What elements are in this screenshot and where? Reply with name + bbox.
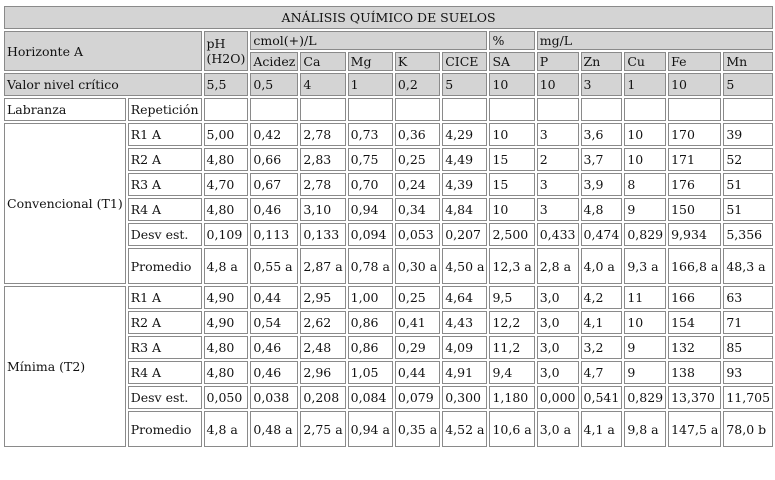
- repetition-label: Desv est.: [128, 223, 202, 246]
- data-cell: 0,829: [624, 223, 666, 246]
- data-cell: 85: [723, 336, 773, 359]
- repeticion-header: Repetición: [128, 98, 202, 121]
- data-cell: 10: [624, 123, 666, 146]
- data-cell: 15: [489, 173, 534, 196]
- data-cell: 2: [537, 148, 579, 171]
- data-cell: 0,94 a: [348, 411, 393, 447]
- column-header: SA: [489, 52, 534, 71]
- data-cell: 0,67: [250, 173, 298, 196]
- data-cell: 4,29: [442, 123, 487, 146]
- repetition-label: R2 A: [128, 311, 202, 334]
- data-cell: 1,180: [489, 386, 534, 409]
- data-cell: 0,48 a: [250, 411, 298, 447]
- data-cell: 2,75 a: [300, 411, 345, 447]
- data-cell: 0,084: [348, 386, 393, 409]
- data-cell: 0,133: [300, 223, 345, 246]
- data-cell: 3: [537, 173, 579, 196]
- data-cell: 0,46: [250, 198, 298, 221]
- data-cell: 10: [624, 148, 666, 171]
- data-cell: 0,73: [348, 123, 393, 146]
- data-cell: 9,4: [489, 361, 534, 384]
- data-cell: 170: [668, 123, 721, 146]
- column-header: CICE: [442, 52, 487, 71]
- data-cell: 10,6 a: [489, 411, 534, 447]
- table-row: [4, 123, 773, 146]
- data-cell: 4,8 a: [204, 248, 249, 284]
- data-cell: 2,8 a: [537, 248, 579, 284]
- data-cell: 3,9: [581, 173, 623, 196]
- data-cell: 0,300: [442, 386, 487, 409]
- data-cell: 78,0 b: [723, 411, 773, 447]
- column-header: Acidez: [250, 52, 298, 71]
- data-cell: 11,2: [489, 336, 534, 359]
- data-cell: 4,84: [442, 198, 487, 221]
- data-cell: 4,1 a: [581, 411, 623, 447]
- column-header: Zn: [581, 52, 623, 71]
- data-cell: 9: [624, 361, 666, 384]
- data-cell: 4,49: [442, 148, 487, 171]
- column-header: Ca: [300, 52, 345, 71]
- data-cell: 4,39: [442, 173, 487, 196]
- data-cell: 3,2: [581, 336, 623, 359]
- data-cell: 3,0: [537, 361, 579, 384]
- repetition-label: Promedio: [128, 248, 202, 284]
- critical-value: 1: [624, 73, 666, 96]
- data-cell: 3: [537, 198, 579, 221]
- labranza-group-label: Convencional (T1): [4, 123, 126, 284]
- column-header: Fe: [668, 52, 721, 71]
- data-cell: 9,5: [489, 286, 534, 309]
- data-cell: 0,86: [348, 336, 393, 359]
- data-cell: 176: [668, 173, 721, 196]
- repetition-label: R3 A: [128, 336, 202, 359]
- data-cell: 48,3 a: [723, 248, 773, 284]
- data-cell: 4,52 a: [442, 411, 487, 447]
- data-cell: 0,46: [250, 336, 298, 359]
- data-cell: 0,36: [395, 123, 440, 146]
- column-header: P: [537, 52, 579, 71]
- data-cell: 4,90: [204, 311, 249, 334]
- column-header: K: [395, 52, 440, 71]
- data-cell: 2,95: [300, 286, 345, 309]
- data-cell: 0,94: [348, 198, 393, 221]
- data-cell: 52: [723, 148, 773, 171]
- critical-value: 1: [348, 73, 393, 96]
- data-cell: 0,000: [537, 386, 579, 409]
- critical-value: 10: [668, 73, 721, 96]
- data-cell: 39: [723, 123, 773, 146]
- data-cell: 0,433: [537, 223, 579, 246]
- critical-value: 4: [300, 73, 345, 96]
- data-cell: 0,25: [395, 148, 440, 171]
- repetition-label: R3 A: [128, 173, 202, 196]
- data-cell: 3,6: [581, 123, 623, 146]
- data-cell: 0,113: [250, 223, 298, 246]
- repetition-label: R4 A: [128, 198, 202, 221]
- data-cell: 0,474: [581, 223, 623, 246]
- data-cell: 10: [489, 123, 534, 146]
- data-cell: 4,0 a: [581, 248, 623, 284]
- data-cell: 4,8: [581, 198, 623, 221]
- critical-value: 5,5: [204, 73, 249, 96]
- data-cell: 0,54: [250, 311, 298, 334]
- data-cell: 0,46: [250, 361, 298, 384]
- data-cell: 9,3 a: [624, 248, 666, 284]
- data-cell: 166,8 a: [668, 248, 721, 284]
- data-cell: 93: [723, 361, 773, 384]
- data-cell: 4,43: [442, 311, 487, 334]
- data-cell: 10: [624, 311, 666, 334]
- data-cell: 4,7: [581, 361, 623, 384]
- data-cell: 71: [723, 311, 773, 334]
- critical-value: 0,2: [395, 73, 440, 96]
- data-cell: 0,55 a: [250, 248, 298, 284]
- ph-header: pH (H2O): [204, 31, 249, 71]
- data-cell: 3,0: [537, 311, 579, 334]
- critical-value: 5: [723, 73, 773, 96]
- critical-value: 10: [489, 73, 534, 96]
- data-cell: 0,70: [348, 173, 393, 196]
- data-cell: 154: [668, 311, 721, 334]
- data-cell: 4,1: [581, 311, 623, 334]
- data-cell: 2,78: [300, 173, 345, 196]
- pct-group-header: %: [489, 31, 534, 50]
- data-cell: 1,05: [348, 361, 393, 384]
- table-row: [4, 286, 773, 309]
- data-cell: 2,62: [300, 311, 345, 334]
- data-cell: 9,8 a: [624, 411, 666, 447]
- data-cell: 2,96: [300, 361, 345, 384]
- data-cell: 9: [624, 198, 666, 221]
- data-cell: 150: [668, 198, 721, 221]
- table-title: ANÁLISIS QUÍMICO DE SUELOS: [4, 6, 773, 29]
- data-cell: 0,050: [204, 386, 249, 409]
- data-cell: 0,42: [250, 123, 298, 146]
- data-cell: 0,541: [581, 386, 623, 409]
- data-cell: 5,356: [723, 223, 773, 246]
- mgl-group-header: mg/L: [537, 31, 773, 50]
- data-cell: 4,50 a: [442, 248, 487, 284]
- data-cell: 51: [723, 173, 773, 196]
- data-cell: 0,29: [395, 336, 440, 359]
- repetition-label: R4 A: [128, 361, 202, 384]
- data-cell: 4,80: [204, 361, 249, 384]
- data-cell: 3,0 a: [537, 411, 579, 447]
- data-cell: 147,5 a: [668, 411, 721, 447]
- data-cell: 138: [668, 361, 721, 384]
- data-cell: 2,500: [489, 223, 534, 246]
- data-cell: 0,44: [250, 286, 298, 309]
- data-cell: 9,934: [668, 223, 721, 246]
- data-cell: 0,208: [300, 386, 345, 409]
- data-cell: 0,41: [395, 311, 440, 334]
- data-cell: 4,70: [204, 173, 249, 196]
- data-cell: 12,2: [489, 311, 534, 334]
- repetition-label: Desv est.: [128, 386, 202, 409]
- data-cell: 0,66: [250, 148, 298, 171]
- data-cell: 0,35 a: [395, 411, 440, 447]
- data-cell: 0,109: [204, 223, 249, 246]
- data-cell: 0,829: [624, 386, 666, 409]
- data-cell: 0,038: [250, 386, 298, 409]
- data-cell: 0,25: [395, 286, 440, 309]
- data-cell: 0,053: [395, 223, 440, 246]
- labranza-header: Labranza: [4, 98, 126, 121]
- data-cell: 4,80: [204, 148, 249, 171]
- data-cell: 11: [624, 286, 666, 309]
- column-header: Mn: [723, 52, 773, 71]
- data-cell: 0,079: [395, 386, 440, 409]
- data-cell: 4,80: [204, 198, 249, 221]
- horizonte-header: Horizonte A: [4, 31, 202, 71]
- repetition-label: R1 A: [128, 286, 202, 309]
- labranza-group-label: Mínima (T2): [4, 286, 126, 447]
- cmol-group-header: cmol(+)/L: [250, 31, 487, 50]
- repetition-label: R1 A: [128, 123, 202, 146]
- data-cell: 171: [668, 148, 721, 171]
- data-cell: 0,207: [442, 223, 487, 246]
- data-cell: 166: [668, 286, 721, 309]
- data-cell: 51: [723, 198, 773, 221]
- data-cell: 2,78: [300, 123, 345, 146]
- data-cell: 4,09: [442, 336, 487, 359]
- data-cell: 0,86: [348, 311, 393, 334]
- data-cell: 4,80: [204, 336, 249, 359]
- data-cell: 132: [668, 336, 721, 359]
- critical-value: 3: [581, 73, 623, 96]
- data-cell: 15: [489, 148, 534, 171]
- data-cell: 10: [489, 198, 534, 221]
- critical-label: Valor nivel crítico: [4, 73, 202, 96]
- data-cell: 3: [537, 123, 579, 146]
- data-cell: 0,24: [395, 173, 440, 196]
- column-header: Mg: [348, 52, 393, 71]
- critical-value: 0,5: [250, 73, 298, 96]
- data-cell: 5,00: [204, 123, 249, 146]
- data-cell: 8: [624, 173, 666, 196]
- data-cell: 0,30 a: [395, 248, 440, 284]
- data-cell: 0,34: [395, 198, 440, 221]
- data-cell: 2,83: [300, 148, 345, 171]
- data-cell: 3,0: [537, 336, 579, 359]
- data-cell: 3,0: [537, 286, 579, 309]
- data-cell: 4,8 a: [204, 411, 249, 447]
- data-cell: 3,10: [300, 198, 345, 221]
- data-cell: 4,91: [442, 361, 487, 384]
- data-cell: 2,87 a: [300, 248, 345, 284]
- data-cell: 11,705: [723, 386, 773, 409]
- data-cell: 0,75: [348, 148, 393, 171]
- data-cell: 4,90: [204, 286, 249, 309]
- repetition-label: Promedio: [128, 411, 202, 447]
- repetition-label: R2 A: [128, 148, 202, 171]
- data-cell: 12,3 a: [489, 248, 534, 284]
- soil-analysis-table: [2, 4, 775, 449]
- data-cell: 4,2: [581, 286, 623, 309]
- data-cell: 0,44: [395, 361, 440, 384]
- data-cell: 9: [624, 336, 666, 359]
- data-cell: 13,370: [668, 386, 721, 409]
- data-cell: 0,094: [348, 223, 393, 246]
- data-cell: 3,7: [581, 148, 623, 171]
- column-header: Cu: [624, 52, 666, 71]
- critical-value: 10: [537, 73, 579, 96]
- data-cell: 4,64: [442, 286, 487, 309]
- data-cell: 63: [723, 286, 773, 309]
- data-cell: 2,48: [300, 336, 345, 359]
- data-cell: 1,00: [348, 286, 393, 309]
- critical-value: 5: [442, 73, 487, 96]
- data-cell: 0,78 a: [348, 248, 393, 284]
